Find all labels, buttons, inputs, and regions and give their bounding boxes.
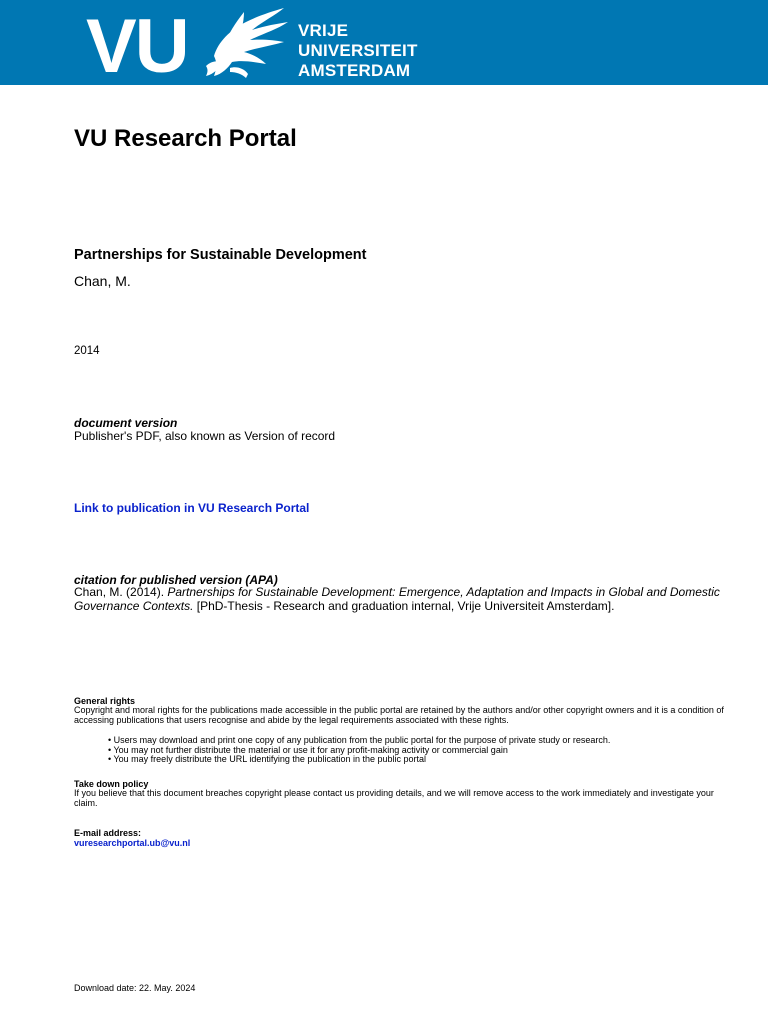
- list-item: • You may freely distribute the URL identifying the publication in the public portal: [108, 754, 427, 765]
- publication-year: 2014: [74, 345, 100, 357]
- citation-title: Partnerships for Sustainable Development: Emergence, Adaptation and Impacts in Global and Domestic Governance Contexts.: [74, 585, 720, 613]
- list-item: • You may not further distribute the material or use it for any profit-making activity or commercial gain: [108, 744, 508, 755]
- general-rights-label: General rights: [74, 696, 136, 706]
- publication-author: Chan, M.: [74, 273, 131, 289]
- download-date: Download date: 22. May. 2024: [74, 983, 196, 993]
- general-rights-body: Copyright and moral rights for the publications made accessible in the public portal are retained by the authors and/or other copyright owners and it is a condition of accessing publications that users recognise and abide by the legal requirements associated with these rights.: [74, 705, 724, 725]
- email-label: E-mail address:: [74, 828, 142, 838]
- document-version-value: Publisher's PDF, also known as Version of record: [74, 429, 336, 443]
- citation-label: citation for published version (APA): [74, 573, 278, 587]
- header-banner: [0, 0, 768, 89]
- logo-wordmark: [298, 21, 418, 81]
- logo-letters: VU: [86, 4, 188, 89]
- griffin-icon: [200, 6, 292, 80]
- take-down-body: If you believe that this document breaches copyright please contact us providing details, and we will remove access to the work immediately and investigate your claim.: [74, 788, 714, 808]
- publication-title: Partnerships for Sustainable Development: [74, 247, 367, 263]
- portal-link[interactable]: Link to publication in VU Research Portal: [74, 501, 310, 515]
- general-rights-list: [108, 736, 610, 765]
- take-down-label: Take down policy: [74, 779, 149, 789]
- logo-line-1: VRIJE: [298, 21, 349, 40]
- logo-line-2: UNIVERSITEIT: [298, 41, 418, 60]
- list-item: • Users may download and print one copy of any publication from the public portal for the purpose of private study or research.: [108, 735, 611, 745]
- email-link[interactable]: vuresearchportal.ub@vu.nl: [74, 838, 191, 848]
- citation-text: [74, 586, 724, 613]
- citation-prefix: Chan, M. (2014).: [74, 585, 168, 599]
- logo-line-3: AMSTERDAM: [298, 61, 411, 80]
- citation-suffix: [PhD-Thesis - Research and graduation internal, Vrije Universiteit Amsterdam].: [193, 598, 615, 613]
- page-title: VU Research Portal: [74, 125, 297, 152]
- document-version-label: document version: [74, 416, 178, 430]
